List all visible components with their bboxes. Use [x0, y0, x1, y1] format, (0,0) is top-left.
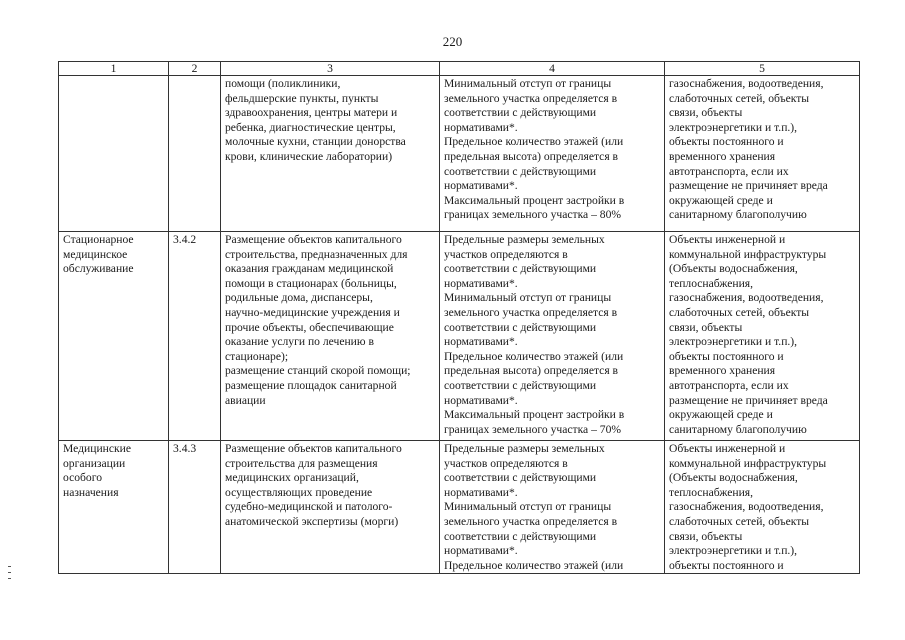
parameters-cell	[440, 76, 665, 232]
text-line: соответствии с действующими	[444, 106, 597, 120]
text-line: стационаре);	[225, 349, 289, 363]
text-line: связи, объекты	[669, 529, 743, 543]
text-line: земельного участка определяется в	[444, 305, 618, 319]
text-line: нормативами*.	[444, 485, 518, 499]
text-line: оказание услуги по лечению в	[225, 335, 374, 349]
text-line: предельная высота) определяется в	[444, 364, 619, 378]
text-line: организации	[63, 456, 126, 470]
text-line: строительства для размещения	[225, 456, 378, 470]
text-line: Объекты инженерной и	[669, 442, 786, 455]
text-line: авиации	[225, 393, 266, 407]
text-line: особого	[63, 471, 102, 485]
text-line: Стационарное	[63, 233, 134, 246]
text-line: Размещение объектов капитального	[225, 233, 402, 246]
text-line: земельного участка определяется в	[444, 514, 618, 528]
use-code-cell	[169, 76, 221, 232]
text-line: участков определяются в	[444, 247, 568, 261]
text-line: Размещение объектов капитального	[225, 442, 402, 455]
text-line: (Объекты водоснабжения,	[669, 471, 798, 485]
text-line: Минимальный отступ от границы	[444, 500, 612, 514]
text-line: газоснабжения, водоотведения,	[669, 77, 824, 90]
text-line: оказания гражданам медицинской	[225, 262, 394, 276]
text-line: Предельное количество этажей (или	[444, 349, 624, 363]
text-line: осуществляющих проведение	[225, 485, 373, 499]
text-line: Предельное количество этажей (или	[444, 135, 624, 149]
text-line: временного хранения	[669, 149, 776, 163]
text-line: нормативами*.	[444, 276, 518, 290]
auxiliary-uses-cell	[665, 441, 860, 574]
text-line: связи, объекты	[669, 320, 743, 334]
text-line: соответствии с действующими	[444, 262, 597, 276]
text-line: автотранспорта, если их	[669, 164, 789, 178]
use-code-cell: 3.4.2	[169, 232, 221, 441]
text-line: соответствии с действующими	[444, 164, 597, 178]
text-line: фельдшерские пункты, пункты	[225, 91, 379, 105]
description-cell	[221, 76, 440, 232]
text-line: Минимальный отступ от границы	[444, 291, 612, 305]
text-line: Максимальный процент застройки в	[444, 408, 625, 422]
text-line: молочные кухни, станции донорства	[225, 135, 406, 149]
text-line: санитарному благополучию	[669, 208, 807, 222]
text-line: предельная высота) определяется в	[444, 149, 619, 163]
column-header-5: 5	[665, 62, 860, 76]
text-line: нормативами*.	[444, 393, 518, 407]
column-header-1: 1	[59, 62, 169, 76]
text-line: (Объекты водоснабжения,	[669, 262, 798, 276]
text-line: электроэнергетики и т.п.),	[669, 120, 798, 134]
text-line: участков определяются в	[444, 456, 568, 470]
scan-margin-mark	[8, 572, 11, 573]
column-header-4: 4	[440, 62, 665, 76]
text-line: коммунальной инфраструктуры	[669, 456, 827, 470]
use-name-cell	[59, 232, 169, 441]
text-line: границах земельного участка – 80%	[444, 208, 622, 222]
text-line: нормативами*.	[444, 120, 518, 134]
text-line: электроэнергетики и т.п.),	[669, 544, 798, 558]
text-line: помощи в стационарах (больницы,	[225, 276, 397, 290]
text-line: объекты постоянного и	[669, 349, 784, 363]
text-line: судебно-медицинской и патолого-	[225, 500, 393, 514]
text-line: окружающей среде и	[669, 408, 773, 422]
text-line: слаботочных сетей, объекты	[669, 91, 810, 105]
text-line: Предельное количество этажей (или	[444, 558, 624, 572]
text-line: теплоснабжения,	[669, 485, 754, 499]
description-cell	[221, 232, 440, 441]
text-line: соответствии с действующими	[444, 471, 597, 485]
table-row	[59, 232, 860, 441]
auxiliary-uses-cell	[665, 232, 860, 441]
text-line: Объекты инженерной и	[669, 233, 786, 246]
text-line: теплоснабжения,	[669, 276, 754, 290]
text-line: соответствии с действующими	[444, 378, 597, 392]
text-line: помощи (поликлиники,	[225, 77, 341, 90]
use-code-cell: 3.4.3	[169, 441, 221, 574]
description-cell	[221, 441, 440, 574]
parameters-cell	[440, 232, 665, 441]
scan-margin-mark	[8, 566, 11, 567]
text-line: санитарному благополучию	[669, 422, 807, 436]
text-line: здравоохранения, центры матери и	[225, 106, 398, 120]
text-line: объекты постоянного и	[669, 135, 784, 149]
text-line: временного хранения	[669, 364, 776, 378]
text-line: слаботочных сетей, объекты	[669, 514, 810, 528]
text-line: нормативами*.	[444, 179, 518, 193]
text-line: назначения	[63, 485, 119, 499]
column-header-2: 2	[169, 62, 221, 76]
text-line: Максимальный процент застройки в	[444, 193, 625, 207]
use-name-cell	[59, 441, 169, 574]
use-name-cell	[59, 76, 169, 232]
text-line: слаботочных сетей, объекты	[669, 305, 810, 319]
text-line: строительства, предназначенных для	[225, 247, 408, 261]
text-line: соответствии с действующими	[444, 529, 597, 543]
text-line: объекты постоянного и	[669, 558, 784, 572]
text-line: размещение не причиняет вреда	[669, 179, 828, 193]
table-row	[59, 76, 860, 232]
text-line: размещение станций скорой помощи;	[225, 364, 411, 378]
text-line: обслуживание	[63, 262, 134, 276]
text-line: размещение не причиняет вреда	[669, 393, 828, 407]
text-line: размещение площадок санитарной	[225, 378, 397, 392]
text-line: научно-медицинские учреждения и	[225, 305, 400, 319]
text-line: прочие объекты, обеспечивающие	[225, 320, 394, 334]
scan-margin-mark	[8, 578, 11, 579]
text-line: коммунальной инфраструктуры	[669, 247, 827, 261]
text-line: автотранспорта, если их	[669, 378, 789, 392]
text-line: связи, объекты	[669, 106, 743, 120]
table-row	[59, 441, 860, 574]
land-use-table	[58, 61, 860, 574]
text-line: Минимальный отступ от границы	[444, 77, 612, 90]
text-line: анатомической экспертизы (морги)	[225, 514, 399, 528]
text-line: родильные дома, диспансеры,	[225, 291, 373, 305]
text-line: Предельные размеры земельных	[444, 442, 605, 455]
column-header-3: 3	[221, 62, 440, 76]
text-line: окружающей среде и	[669, 193, 773, 207]
parameters-cell	[440, 441, 665, 574]
text-line: газоснабжения, водоотведения,	[669, 291, 824, 305]
text-line: Медицинские	[63, 442, 131, 455]
text-line: нормативами*.	[444, 544, 518, 558]
text-line: границах земельного участка – 70%	[444, 422, 622, 436]
header-row	[59, 62, 860, 76]
text-line: соответствии с действующими	[444, 320, 597, 334]
text-line: медицинское	[63, 247, 128, 261]
auxiliary-uses-cell	[665, 76, 860, 232]
text-line: медицинских организаций,	[225, 471, 359, 485]
text-line: Предельные размеры земельных	[444, 233, 605, 246]
text-line: газоснабжения, водоотведения,	[669, 500, 824, 514]
text-line: нормативами*.	[444, 335, 518, 349]
text-line: электроэнергетики и т.п.),	[669, 335, 798, 349]
text-line: земельного участка определяется в	[444, 91, 618, 105]
text-line: крови, клинические лаборатории)	[225, 149, 393, 163]
page-number: 220	[442, 34, 463, 49]
text-line: ребенка, диагностические центры,	[225, 120, 396, 134]
